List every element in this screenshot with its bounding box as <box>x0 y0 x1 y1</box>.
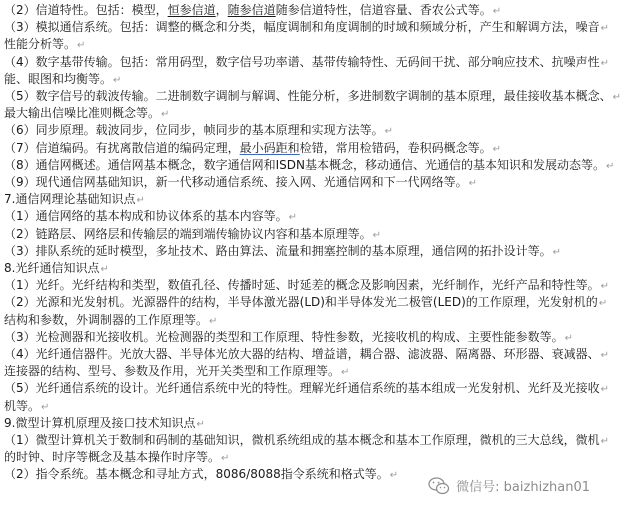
line-text: （3）排队系统的延时模型，多址技术、路由算法、流量和拥塞控制的基本原理，通信网的拓扑设计等。 <box>4 243 552 258</box>
document-line <box>4 105 596 122</box>
underlined-text: 恒参信道 <box>167 3 216 17</box>
paragraph-return-mark: ↵ <box>492 143 502 155</box>
paragraph-return-mark: ↵ <box>288 212 298 224</box>
line-text: 机等。 <box>4 398 41 413</box>
paragraph-return-mark: ↵ <box>77 40 86 52</box>
paragraph-return-mark: ↵ <box>492 6 502 17</box>
paragraph-return-mark: ↵ <box>600 57 610 69</box>
document-line <box>4 243 596 260</box>
line-text: （1）光纤。光纤结构和类型，数值孔径、传播时延、时延差的概念及影响因素，光纤制作，光纤产品和特性等。 <box>4 278 600 293</box>
document-line <box>4 277 610 294</box>
line-text: （1）通信网络的基本构成和协议体系的基本内容等。 <box>4 209 288 224</box>
document-line <box>4 449 596 466</box>
line-text: （2）光源和光发射机。光源器件的结构，半导体激光器(LD)和半导体发光二极管(LED)的工作原理，光发射机的 <box>4 295 598 310</box>
paragraph-return-mark: ↵ <box>389 470 399 482</box>
document-line <box>4 380 610 397</box>
paragraph-return-mark: ↵ <box>552 246 562 258</box>
line-text: （5）数字信号的载波传输。二进制数字调制与解调、性能分析，多进制数字调制的基本原理，最佳接收基本概念、 <box>4 89 612 103</box>
document-line <box>4 208 596 225</box>
paragraph-return-mark: ↵ <box>161 109 170 121</box>
line-text: （2）指令系统。基本概念和寻址方式，8086/8088指令系统和格式等。 <box>4 467 389 482</box>
paragraph-return-mark: ↵ <box>372 229 382 241</box>
line-text: 最大输出信噪比准则概念等。 <box>4 106 161 121</box>
paragraph-return-mark: ↵ <box>41 401 50 413</box>
line-text: 能、眼图和均衡等。 <box>4 71 113 86</box>
paragraph-return-mark: ↵ <box>612 92 621 103</box>
line-text: （2）信道特性。包括：模型， <box>4 3 168 17</box>
paragraph-return-mark: ↵ <box>221 453 230 465</box>
line-text: 的时钟、时序等概念及基本操作时序等。 <box>4 450 221 465</box>
line-text: （4）光纤通信器件。光放大器、半导体光放大器的结构、增益谱，耦合器、滤波器、隔离器、环形器、衰减器、 <box>4 347 600 361</box>
document-line <box>4 432 610 449</box>
line-text: 连接器的结构、型号、参数及作用，光开关类型和工作原理等。 <box>4 364 341 379</box>
paragraph-return-mark: ↵ <box>600 23 610 35</box>
document-line <box>4 191 596 208</box>
line-text: （1）微型计算机关于数制和码制的基础知识，微机系统组成的基本概念和基本工作原理，微机的三大总线，微机 <box>4 433 600 447</box>
document-line <box>4 174 596 191</box>
paragraph-return-mark: ↵ <box>600 436 610 447</box>
document-line <box>4 363 596 380</box>
document-line <box>4 122 596 139</box>
line-text: （7）信道编码。有扰离散信道的编码定理， <box>4 140 240 155</box>
document-line <box>4 2 596 19</box>
line-text: （3）光检测器和光接收机。光检测器的类型和工作原理、特性参数，光接收机的构成、主要性能参数等。 <box>4 329 564 344</box>
document-line <box>4 346 610 363</box>
document-line <box>4 260 596 277</box>
paragraph-return-mark: ↵ <box>606 160 615 172</box>
paragraph-return-mark: ↵ <box>341 367 350 379</box>
paragraph-return-mark: ↵ <box>196 418 205 430</box>
document-line <box>4 294 608 311</box>
document-line <box>4 71 596 88</box>
document-line <box>4 398 596 415</box>
paragraph-return-mark: ↵ <box>600 281 610 293</box>
document-line <box>4 19 610 36</box>
line-text: （6）同步原理。载波同步，位同步，帧同步的基本原理和实现方法等。 <box>4 123 384 138</box>
line-text: ， <box>215 3 228 17</box>
document-line <box>4 226 596 243</box>
line-text: 结构和参数，外调制器的工作原理等。 <box>4 312 209 327</box>
document-line <box>4 415 596 432</box>
paragraph-return-mark: ↵ <box>384 126 394 138</box>
paragraph-return-mark: ↵ <box>564 332 574 344</box>
paragraph-return-mark: ↵ <box>100 264 109 275</box>
paragraph-return-mark: ↵ <box>136 195 145 207</box>
paragraph-return-mark: ↵ <box>468 178 478 189</box>
line-text: （8）通信网概述。通信网基本概念，数字通信网和ISDN基本概念，移动通信、光通信的基本知识和发展动态等。 <box>4 157 606 172</box>
line-text: 9.微型计算机原理及接口技术知识点 <box>4 415 196 430</box>
document-line <box>4 312 596 329</box>
document-line <box>4 88 621 105</box>
line-text: 7.通信网理论基础知识点 <box>4 192 136 207</box>
wechat-icon <box>428 477 450 495</box>
line-text: （2）链路层、网络层和传输层的端到端传输协议内容和基本原理等。 <box>4 226 372 241</box>
paragraph-return-mark: ↵ <box>209 315 218 327</box>
underlined-text: 最小码距和 <box>239 140 300 155</box>
watermark-text: 微信号: baizhizhan01 <box>456 480 590 495</box>
document-line <box>4 329 596 346</box>
line-text: （9）现代通信网基础知识，新一代移动通信系统、接入网、光通信网和下一代网络等。 <box>4 175 468 189</box>
paragraph-return-mark: ↵ <box>600 350 610 361</box>
line-text: （5）光纤通信系统的设计。光纤通信系统中光的特性。理解光纤通信系统的基本组成一光发射机、光纤及光接收 <box>4 381 600 396</box>
line-text: 随参信道特性，信道容量、香农公式等。 <box>275 3 492 17</box>
paragraph-return-mark: ↵ <box>600 384 610 396</box>
line-text: 性能分析等。 <box>4 37 77 52</box>
line-text: （3）模拟通信系统。包括：调整的概念和分类，幅度调制和角度调制的时域和频域分析，产生和解调方法，噪音 <box>4 20 600 35</box>
document-line <box>4 54 610 71</box>
paragraph-return-mark: ↵ <box>113 74 122 86</box>
line-text: 检错，常用检错码，卷积码概念等。 <box>299 140 492 155</box>
wechat-watermark <box>428 476 590 495</box>
underlined-text: 随参信道 <box>227 3 276 17</box>
document-line <box>4 140 596 157</box>
document-line <box>4 36 596 53</box>
document-line <box>4 157 615 174</box>
line-text: 8.光纤通信知识点 <box>4 261 100 275</box>
paragraph-return-mark: ↵ <box>598 298 608 310</box>
line-text: （4）数字基带传输。包括：常用码型，数字信号功率谱、基带传输特性、无码间干扰、部分响应技术、抗噪声性 <box>4 54 600 69</box>
